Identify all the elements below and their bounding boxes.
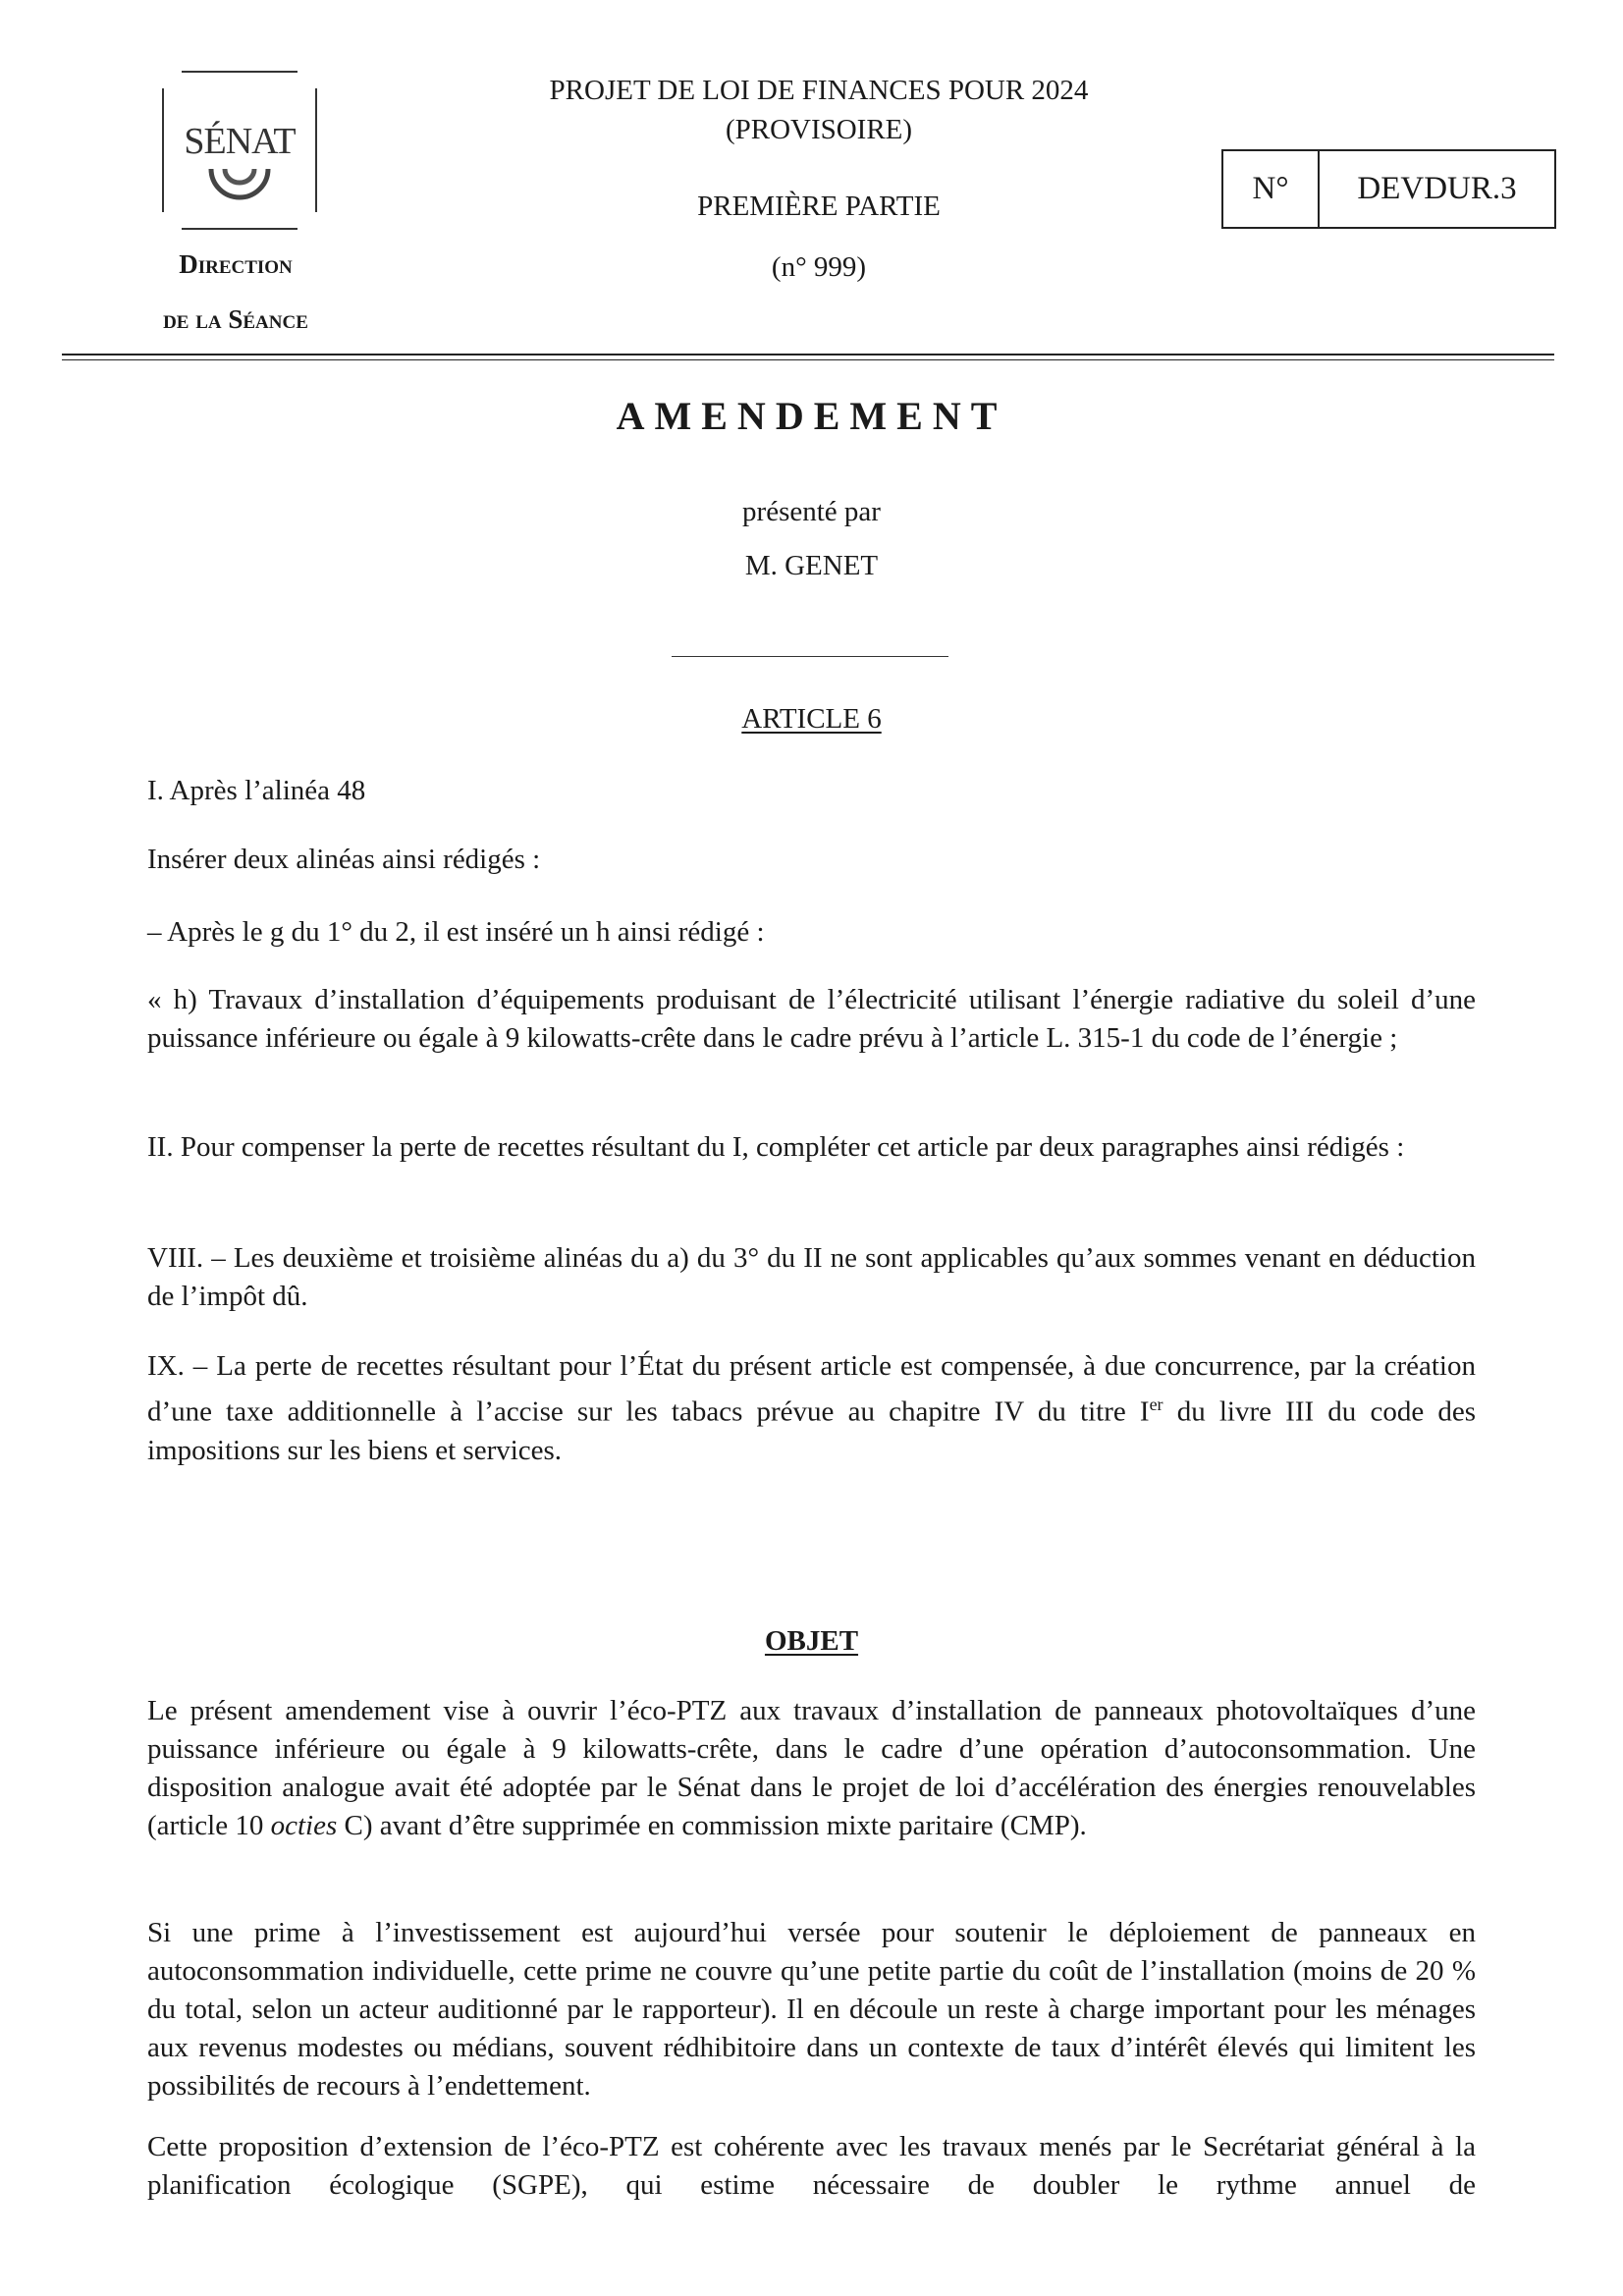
bill-title: PROJET DE LOI DE FINANCES POUR 2024 <box>549 75 1089 106</box>
bill-status: (PROVISOIRE) <box>725 114 913 145</box>
article-label: ARTICLE 6 <box>741 703 882 735</box>
dispositif-para: II. Pour compenser la perte de recettes résultant du I, compléter cet article par deux paragraphes ainsi rédigés : <box>147 1131 1405 1163</box>
para-italic: octies <box>270 1810 338 1841</box>
number-value: DEVDUR.3 <box>1357 171 1517 206</box>
objet-para: Cette proposition d’extension de l’éco-PTZ est cohérente avec les travaux menés par le Secrétariat général à la planification écologique (SGPE), qui estime nécessaire de doubler le rythme annuel de <box>147 2131 1476 2201</box>
objet-para: Si une prime à l’investissement est aujourd’hui versée pour soutenir le déploiement de panneaux en autoconsommation individuelle, cette prime ne couvre qu’une petite partie du coût de l’installation (moins de 20 % du total, selon un acteur auditionné par le rapporteur). Il en découle un reste à charge important pour les ménages aux revenus modestes ou médians, souvent rédhibitoire dans un contexte de taux d’intérêt élevés qui limitent les possibilités de recours à l’endettement. <box>147 1917 1476 2102</box>
short-divider <box>672 656 948 657</box>
objet-heading <box>0 1621 1623 1661</box>
divider-bottom <box>62 359 1554 360</box>
para-text: Le présent amendement vise à ouvrir l’éco-PTZ aux travaux d’installation de panneaux photovoltaïques d’une puissance inférieure ou égale à 9 kilowatts-crête, dans le cadre d’une opération d’autoconsommation. Une disposition analogue avait été adoptée par le Sénat dans le projet de loi d’accélération des énergies renouvelables (article 10 <box>147 1695 1476 1841</box>
para-text: du livre III du code des impositions sur les biens et services. <box>147 1395 1477 1466</box>
senat-logo: SÉNAT <box>162 71 317 230</box>
number-label: N° <box>1223 151 1320 227</box>
article-heading <box>0 699 1623 738</box>
objet-para <box>147 1692 1476 1845</box>
dispositif-para: I. Après l’alinéa 48 <box>147 775 366 806</box>
dispositif-para: Insérer deux alinéas ainsi rédigés : <box>147 844 541 875</box>
presented-by: présenté par <box>742 496 881 527</box>
dispositif-para-ix <box>147 1347 1476 1470</box>
seance-label: de la Séance <box>163 304 308 334</box>
direction-label: Direction <box>179 249 293 279</box>
document-title: AMENDEMENT <box>616 394 1007 438</box>
dispositif-para: – Après le g du 1° du 2, il est inséré un h ainsi rédigé : <box>147 916 765 948</box>
para-text: IX. – La perte de recettes résultant pour l’État du présent article est compensée, à due concurrence, par la création d’une taxe additionnelle à l’accise sur les tabacs prévue au chapitre IV du titre I <box>147 1350 1476 1428</box>
para-sup: er <box>1149 1394 1163 1414</box>
amendment-number-box <box>1221 149 1556 229</box>
dispositif-para: VIII. – Les deuxième et troisième alinéas du a) du 3° du II ne sont applicables qu’aux sommes venant en déduction de l’impôt dû. <box>147 1242 1476 1312</box>
divider-top <box>62 354 1554 355</box>
dispositif-para: « h) Travaux d’installation d’équipements produisant de l’électricité utilisant l’énergie radiative du soleil d’une puissance inférieure ou égale à 9 kilowatts-crête dans le cadre prévu à l’article L. 315-1 du code de l’énergie ; <box>147 984 1476 1054</box>
objet-label: OBJET <box>764 1625 859 1657</box>
author: M. GENET <box>744 550 879 581</box>
bill-number: (n° 999) <box>771 251 867 283</box>
bill-part: PREMIÈRE PARTIE <box>697 191 941 222</box>
para-text: C) avant d’être supprimée en commission mixte paritaire (CMP). <box>337 1810 1087 1841</box>
